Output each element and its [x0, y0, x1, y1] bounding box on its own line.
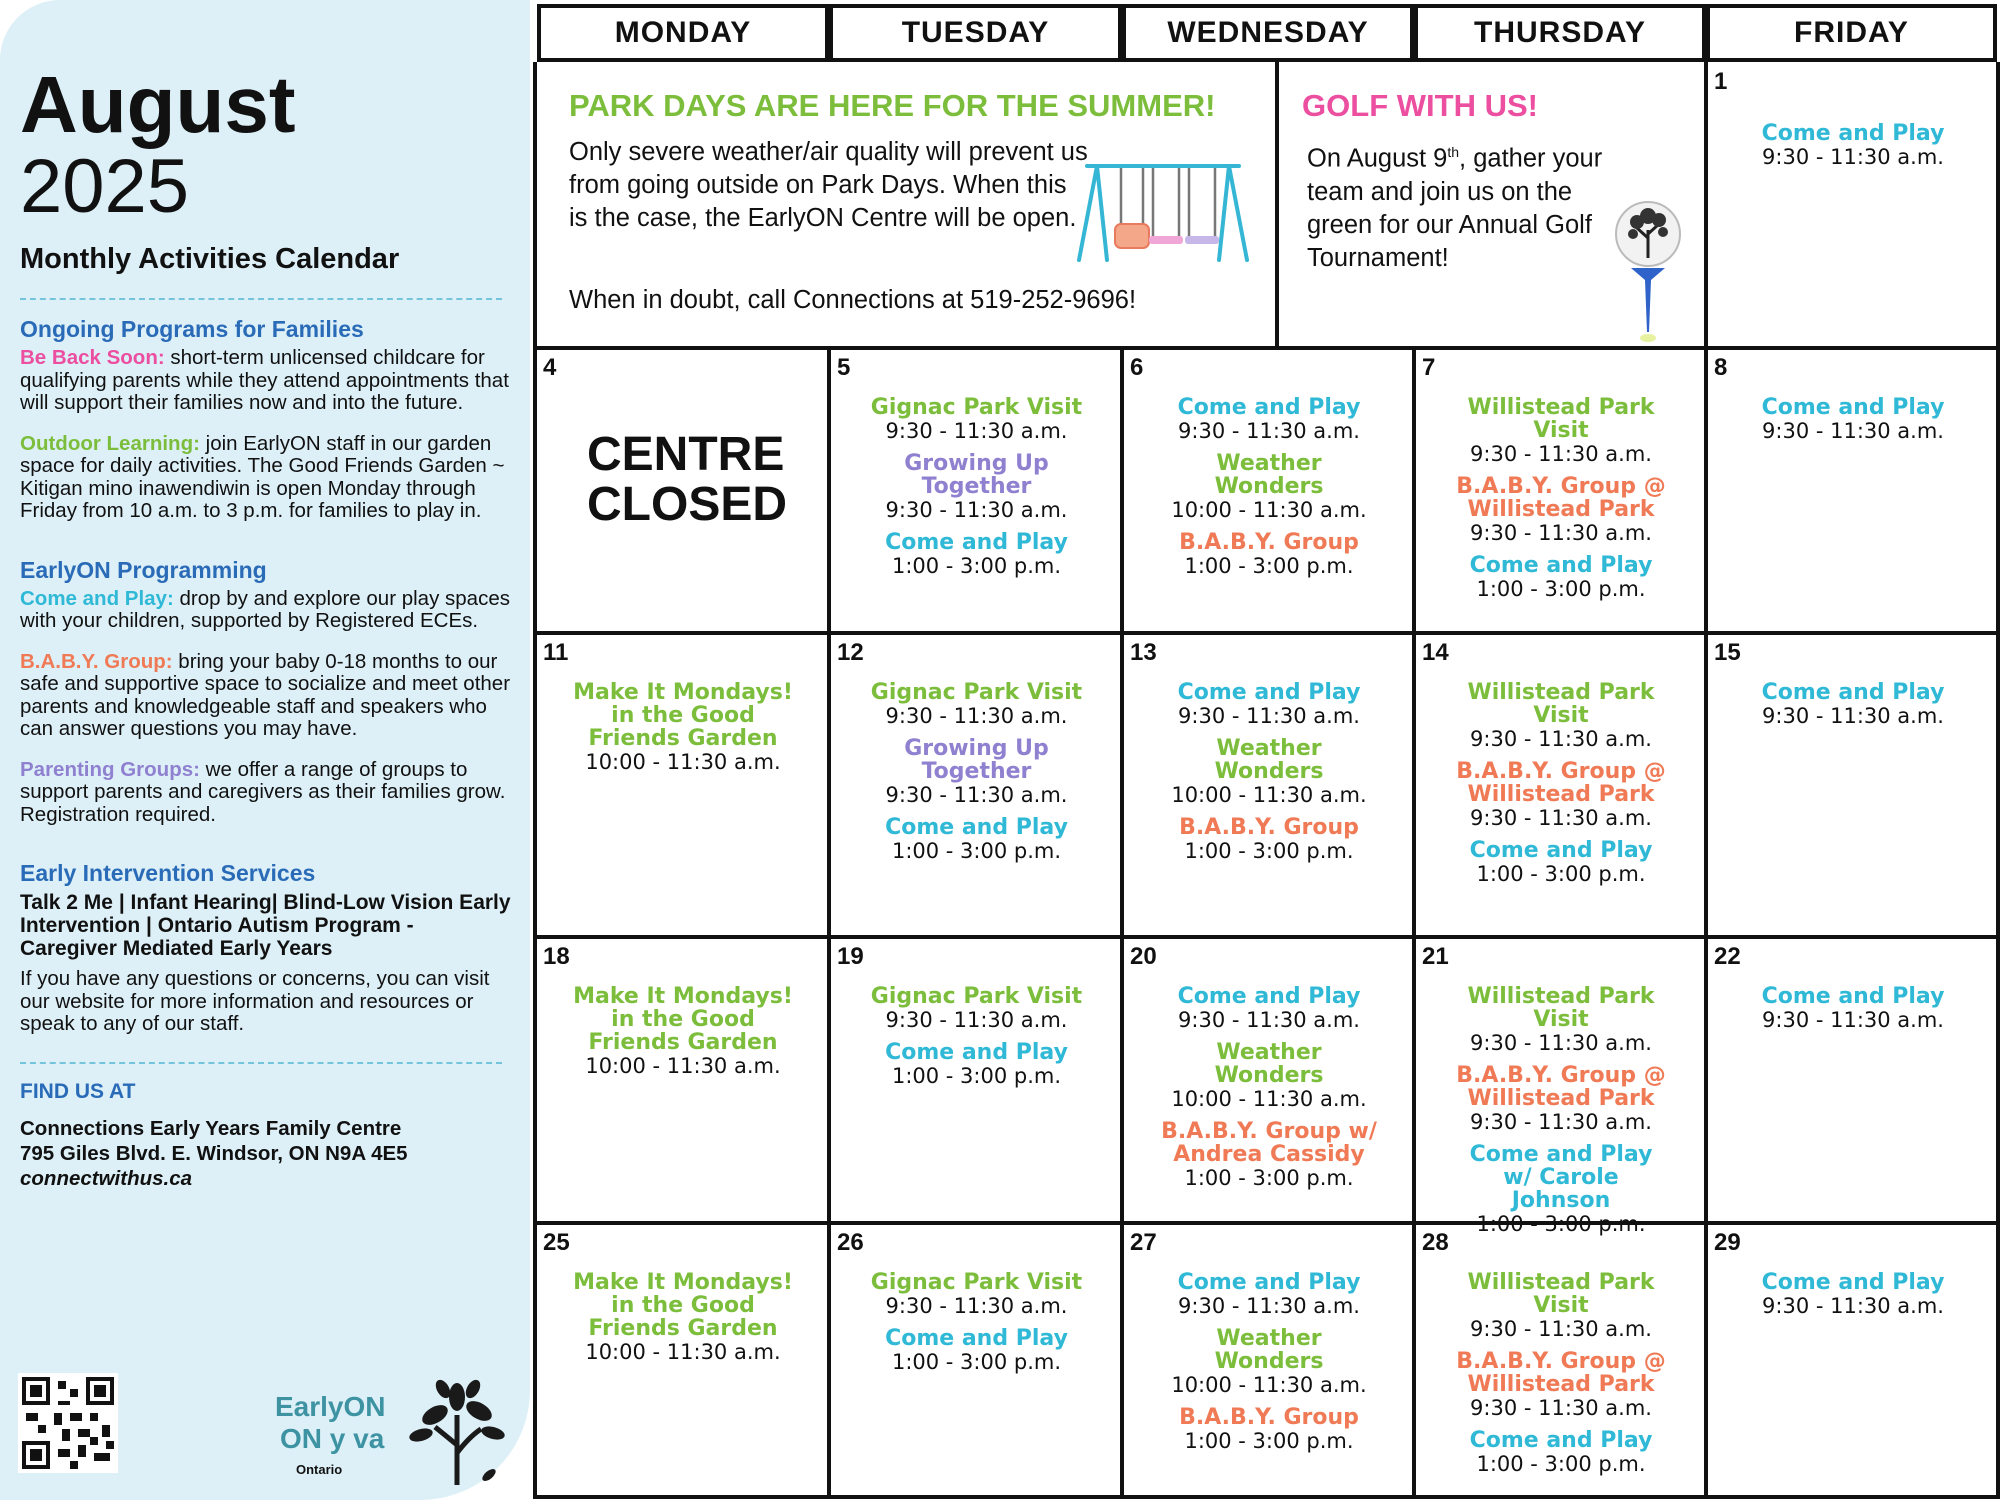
day-cell: [1124, 350, 1414, 633]
event-title: Willistead Park Visit: [1467, 395, 1655, 443]
event-time: 9:30 - 11:30 a.m.: [1470, 1031, 1652, 1055]
event-time: 9:30 - 11:30 a.m.: [1470, 1396, 1652, 1420]
event-title: Come and Play: [885, 1040, 1068, 1065]
event-title: B.A.B.Y. Group: [1179, 1405, 1359, 1430]
event-title: Come and Play w/ Carole Johnson: [1469, 1142, 1653, 1213]
event-title: Make It Mondays! in the Good Friends Garden: [573, 680, 793, 751]
event-time: 1:00 - 3:00 p.m.: [891, 839, 1062, 863]
event-time: 1:00 - 3:00 p.m.: [1184, 839, 1354, 863]
day-cell: [1124, 939, 1414, 1223]
outdoor-learning-label: Outdoor Learning:: [20, 431, 200, 455]
event-title: Come and Play: [1177, 1270, 1361, 1295]
day-number: 14: [1422, 639, 1449, 666]
month-title: August: [20, 60, 296, 149]
event-title: Growing Up Together: [904, 451, 1049, 499]
golf-body-end: , gather your team and join us on the green for our Annual Golf Tournament!: [1307, 144, 1603, 272]
event-time: 9:30 - 11:30 a.m.: [885, 419, 1068, 443]
day-cell: [1416, 635, 1706, 937]
divider: [20, 298, 502, 300]
day-cell: [1416, 1225, 1706, 1497]
event-time: 10:00 - 11:30 a.m.: [1171, 1373, 1367, 1397]
event-title: Come and Play: [885, 815, 1068, 840]
event-title: Come and Play: [1761, 1270, 1945, 1295]
event-time: 9:30 - 11:30 a.m.: [885, 704, 1068, 728]
event-time: 9:30 - 11:30 a.m.: [1470, 727, 1652, 751]
calendar-grid: [533, 0, 2000, 1500]
weekday-header-thursday: THURSDAY: [1414, 4, 1706, 62]
day-number: 25: [543, 1229, 570, 1256]
day-cell: [831, 350, 1122, 633]
event-time: 1:00 - 3:00 p.m.: [891, 1350, 1062, 1374]
event-title: Come and Play: [1761, 121, 1945, 146]
earlyon-logo-text: EarlyON: [275, 1391, 386, 1422]
intervention-services-list: Talk 2 Me | Infant Hearing| Blind-Low Vision Early Intervention | Ontario Autism Program - Caregiver Mediated Early Years: [20, 891, 511, 960]
centre-name: Connections Early Years Family Centre: [20, 1116, 402, 1140]
day-number: 7: [1422, 354, 1436, 381]
come-and-play-description: [20, 588, 512, 633]
day-number: 21: [1422, 943, 1449, 970]
golf-body: [1307, 136, 1637, 275]
event-time: 9:30 - 11:30 a.m.: [885, 1294, 1068, 1318]
day-number: 29: [1714, 1229, 1741, 1256]
event-list: [1708, 1271, 1998, 1327]
early-intervention-heading: Early Intervention Services: [20, 860, 316, 886]
outdoor-learning-description: [20, 433, 512, 523]
event-time: 9:30 - 11:30 a.m.: [885, 498, 1068, 522]
day-number: 20: [1130, 943, 1157, 970]
event-time: 1:00 - 3:00 p.m.: [1476, 1212, 1646, 1236]
be-back-soon-text: short-term unlicensed childcare for qualifying parents while they attend appointments that will support their families now and into the future.: [20, 346, 509, 414]
event-list: [1416, 985, 1706, 1245]
event-time: 9:30 - 11:30 a.m.: [1178, 419, 1360, 443]
day-number: 5: [837, 354, 851, 381]
day-cell: [831, 635, 1122, 937]
find-us-heading: FIND US AT: [20, 1079, 136, 1103]
day-number: 19: [837, 943, 864, 970]
outdoor-learning-text: join EarlyON staff in our garden space for daily activities. The Good Friends Garden ~ Kitigan mino inawendiwin is open Monday through Friday from 10 a.m. to 3 p.m. for families to play in.: [20, 431, 505, 522]
day-cell: [1708, 635, 1998, 937]
event-title: Come and Play: [885, 530, 1068, 555]
event-title: Gignac Park Visit: [870, 1270, 1083, 1295]
event-list: [1124, 681, 1414, 872]
day-cell: [1124, 635, 1414, 937]
event-time: 9:30 - 11:30 a.m.: [1470, 1110, 1652, 1134]
weekday-header-tuesday: TUESDAY: [829, 4, 1122, 62]
event-time: 9:30 - 11:30 a.m.: [1762, 145, 1944, 169]
event-list: [1124, 985, 1414, 1199]
day-number: 1: [1714, 68, 1728, 95]
weekday-header-wednesday: WEDNESDAY: [1122, 4, 1414, 62]
come-and-play-text: drop by and explore our play spaces with your children, supported by Registered ECEs.: [20, 586, 510, 632]
event-time: 9:30 - 11:30 a.m.: [1470, 521, 1652, 545]
weekday-header-monday: MONDAY: [537, 4, 829, 62]
event-time: 9:30 - 11:30 a.m.: [1470, 1317, 1652, 1341]
event-time: 1:00 - 3:00 p.m.: [1184, 1166, 1354, 1190]
day-cell: [537, 635, 829, 937]
park-days-title: PARK DAYS ARE HERE FOR THE SUMMER!: [569, 88, 1216, 123]
event-time: 1:00 - 3:00 p.m.: [1476, 577, 1646, 601]
event-title: B.A.B.Y. Group: [1179, 815, 1359, 840]
event-title: Weather Wonders: [1214, 736, 1324, 784]
event-time: 10:00 - 11:30 a.m.: [585, 1340, 781, 1364]
event-time: 9:30 - 11:30 a.m.: [1178, 704, 1360, 728]
parenting-groups-text: we offer a range of groups to support parents and caregivers as their families grow. Registration required.: [20, 757, 506, 826]
centre-address: 795 Giles Blvd. E. Windsor, ON N9A 4E5: [20, 1141, 408, 1165]
event-title: Make It Mondays! in the Good Friends Garden: [573, 1270, 793, 1341]
event-title: Come and Play: [885, 1326, 1068, 1351]
qr-code-icon: [18, 1373, 118, 1473]
event-title: B.A.B.Y. Group: [1179, 530, 1359, 555]
event-title: Growing Up Together: [904, 736, 1049, 784]
day-number: 8: [1714, 354, 1728, 381]
event-title: Come and Play: [1469, 1428, 1653, 1453]
day-cell: [1708, 1225, 1998, 1497]
event-time: 9:30 - 11:30 a.m.: [1762, 1294, 1944, 1318]
park-days-call: When in doubt, call Connections at 519-252-9696!: [569, 286, 1137, 314]
baby-group-description: [20, 651, 512, 741]
swing-set-icon: [1073, 158, 1253, 268]
event-title: Come and Play: [1761, 680, 1945, 705]
event-title: Gignac Park Visit: [870, 680, 1083, 705]
park-days-body: Only severe weather/air quality will prevent us from going outside on Park Days. When this is the case, the EarlyON Centre will be open.: [569, 138, 1088, 232]
day-number: 13: [1130, 639, 1157, 666]
baby-group-text: bring your baby 0-18 months to our safe and supportive space to socialize and meet other parents and knowledgeable staff and speakers who can answer questions you may have.: [20, 649, 511, 740]
be-back-soon-label: Be Back Soon:: [20, 346, 165, 369]
calendar-subtitle: Monthly Activities Calendar: [20, 243, 400, 275]
event-list: [1124, 1271, 1414, 1462]
day-cell: [831, 939, 1122, 1223]
event-title: Willistead Park Visit: [1467, 1270, 1655, 1318]
event-time: 1:00 - 3:00 p.m.: [1184, 1429, 1354, 1453]
event-list: [1416, 1271, 1706, 1485]
day-cell: [1708, 939, 1998, 1223]
event-time: 9:30 - 11:30 a.m.: [1762, 419, 1944, 443]
questions-text: If you have any questions or concerns, you can visit our website for more information and resources or speak to any of our staff.: [20, 967, 490, 1035]
event-title: B.A.B.Y. Group w/ Andrea Cassidy: [1161, 1119, 1377, 1167]
event-title: Gignac Park Visit: [870, 395, 1083, 420]
day-number: 15: [1714, 639, 1741, 666]
event-title: Weather Wonders: [1214, 1326, 1324, 1374]
day-cell: [1708, 350, 1998, 633]
sidebar: [0, 0, 530, 1500]
weekday-header-friday: FRIDAY: [1706, 4, 1997, 62]
golf-title: GOLF WITH US!: [1302, 88, 1538, 123]
event-title: Gignac Park Visit: [870, 984, 1083, 1009]
parenting-groups-description: [20, 759, 512, 827]
event-time: 1:00 - 3:00 p.m.: [891, 554, 1062, 578]
day-cell: [831, 1225, 1122, 1497]
day-cell: [1708, 64, 1998, 348]
event-time: 9:30 - 11:30 a.m.: [885, 783, 1068, 807]
day-cell: [537, 1225, 829, 1497]
day-number: 18: [543, 943, 570, 970]
baby-group-label: B.A.B.Y. Group:: [20, 649, 173, 673]
event-time: 9:30 - 11:30 a.m.: [1178, 1294, 1360, 1318]
event-title: Willistead Park Visit: [1467, 680, 1655, 728]
event-list: [1124, 396, 1414, 587]
event-time: 9:30 - 11:30 a.m.: [885, 1008, 1068, 1032]
day-number: 26: [837, 1229, 864, 1256]
event-title: Come and Play: [1469, 553, 1653, 578]
event-time: 10:00 - 11:30 a.m.: [585, 1054, 781, 1078]
event-list: [831, 985, 1122, 1097]
day-number: 11: [543, 639, 569, 666]
event-title: Come and Play: [1177, 984, 1361, 1009]
golf-body-ordinal: th: [1447, 144, 1460, 160]
event-list: [1708, 681, 1998, 737]
earlyon-programming-heading: EarlyON Programming: [20, 556, 267, 583]
parenting-groups-label: Parenting Groups:: [20, 757, 200, 781]
event-list: [831, 1271, 1122, 1383]
event-list: [537, 985, 829, 1087]
day-cell: [1416, 350, 1706, 633]
event-list: [831, 681, 1122, 872]
on-y-va-logo-text: ON y va: [280, 1423, 385, 1454]
event-list: [1416, 681, 1706, 895]
event-title: Come and Play: [1177, 395, 1361, 420]
event-title: Come and Play: [1469, 838, 1653, 863]
event-time: 9:30 - 11:30 a.m.: [1178, 1008, 1360, 1032]
event-list: [1708, 396, 1998, 452]
event-title: B.A.B.Y. Group @ Willistead Park: [1456, 1063, 1666, 1111]
event-time: 9:30 - 11:30 a.m.: [1470, 806, 1652, 830]
event-time: 9:30 - 11:30 a.m.: [1762, 704, 1944, 728]
event-list: [1416, 396, 1706, 610]
event-time: 9:30 - 11:30 a.m.: [1470, 442, 1652, 466]
tree-logo-icon: [405, 1375, 515, 1487]
day-number: 4: [543, 354, 557, 381]
come-and-play-label: Come and Play:: [20, 586, 174, 610]
day-cell: [1416, 939, 1706, 1236]
event-time: 9:30 - 11:30 a.m.: [1762, 1008, 1944, 1032]
event-time: 10:00 - 11:30 a.m.: [585, 750, 781, 774]
event-title: Make It Mondays! in the Good Friends Garden: [573, 984, 793, 1055]
event-title: Willistead Park Visit: [1467, 984, 1655, 1032]
event-title: Come and Play: [1761, 984, 1945, 1009]
year-title: 2025: [20, 144, 190, 229]
day-cell: [537, 350, 829, 633]
event-time: 10:00 - 11:30 a.m.: [1171, 498, 1367, 522]
golf-tee-icon: [1613, 200, 1683, 345]
day-number: 6: [1130, 354, 1144, 381]
event-time: 1:00 - 3:00 p.m.: [1476, 862, 1646, 886]
event-time: 10:00 - 11:30 a.m.: [1171, 783, 1367, 807]
golf-body-start: On August 9: [1307, 144, 1448, 173]
website-link[interactable]: connectwithus.ca: [20, 1166, 193, 1190]
event-title: Weather Wonders: [1214, 451, 1324, 499]
event-title: B.A.B.Y. Group @ Willistead Park: [1456, 759, 1666, 807]
event-list: [831, 396, 1122, 587]
ongoing-programs-heading: Ongoing Programs for Families: [20, 316, 364, 342]
event-list: [537, 1271, 829, 1373]
day-number: 12: [837, 639, 864, 666]
event-time: 1:00 - 3:00 p.m.: [1476, 1452, 1646, 1476]
day-number: 27: [1130, 1229, 1157, 1256]
ontario-logo-text: Ontario: [296, 1462, 343, 1477]
event-title: B.A.B.Y. Group @ Willistead Park: [1456, 1349, 1666, 1397]
event-title: Come and Play: [1177, 680, 1361, 705]
event-list: [1708, 985, 1998, 1041]
centre-closed-label: CENTRE CLOSED: [587, 428, 788, 531]
event-time: 10:00 - 11:30 a.m.: [1171, 1087, 1367, 1111]
event-title: Come and Play: [1761, 395, 1945, 420]
event-title: Weather Wonders: [1214, 1040, 1324, 1088]
divider: [20, 1062, 502, 1064]
event-list: [1708, 122, 1998, 178]
event-title: B.A.B.Y. Group @ Willistead Park: [1456, 474, 1666, 522]
day-cell: [1124, 1225, 1414, 1497]
day-number: 22: [1714, 943, 1741, 970]
day-number: 28: [1422, 1229, 1449, 1256]
day-cell: [537, 939, 829, 1223]
event-list: [537, 681, 829, 783]
event-time: 1:00 - 3:00 p.m.: [1184, 554, 1354, 578]
event-time: 1:00 - 3:00 p.m.: [891, 1064, 1062, 1088]
be-back-soon-description: [20, 347, 512, 415]
